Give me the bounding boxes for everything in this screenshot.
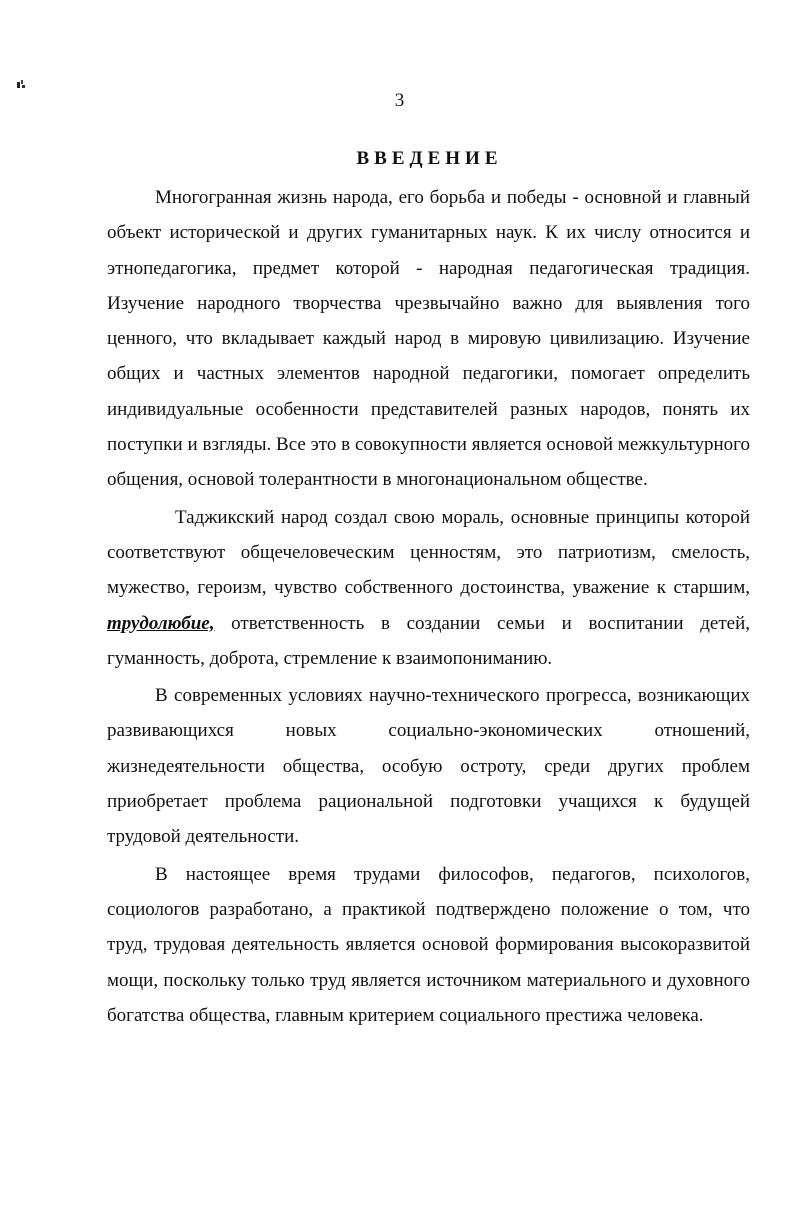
body-text — [107, 180, 750, 1033]
paragraph-3: В современных условиях научно-технического прогресса, возникающих развивающихся новых социально-экономических отношений, жизнедеятельности общества, особую остроту, среди других проблем приобретает проблема рациональной подготовки учащихся к будущей трудовой деятельности. — [107, 685, 750, 848]
paragraph-4: В настоящее время трудами философов, педагогов, психологов, социологов разработано, а практикой подтверждено положение о том, что труд, трудовая деятельность является основой формирования высокоразвитой мощи, поскольку только труд является источником материального и духовного богатства общества, главным критерием социального престижа человека. — [107, 863, 750, 1026]
page-number: 3 — [394, 90, 405, 111]
scan-mark-icon — [17, 80, 26, 89]
section-heading: ВВЕДЕНИЕ — [356, 148, 503, 169]
paragraph-2-start: Таджикский народ создал свою мораль, основные принципы которой соответствуют общечеловеческим ценностям, это патриотизм, смелость, мужество, героизм, чувство собственного достоинства, уважение к старшим, — [107, 506, 750, 599]
paragraph-2-end: ответственность в создании семьи и воспитании детей, гуманность, доброта, стремление к взаимопониманию. — [107, 612, 750, 669]
paragraph-1: Многогранная жизнь народа, его борьба и победы - основной и главный объект исторической и других гуманитарных наук. К их числу относится и этнопедагогика, предмет которой - народная педагогическая традиция. Изучение народного творчества чрезвычайно важно для выявления того ценного, что вкладывает каждый народ в мировую цивилизацию. Изучение общих и частных элементов народной педагогики, помогает определить индивидуальные особенности представителей разных народов, понять их поступки и взгляды. Все это в совокупности является основой межкультурного общения, основой толерантности в многонациональном обществе. — [107, 187, 750, 491]
paragraph-2 — [107, 500, 750, 676]
emphasized-word: трудолюбие, — [107, 612, 215, 634]
